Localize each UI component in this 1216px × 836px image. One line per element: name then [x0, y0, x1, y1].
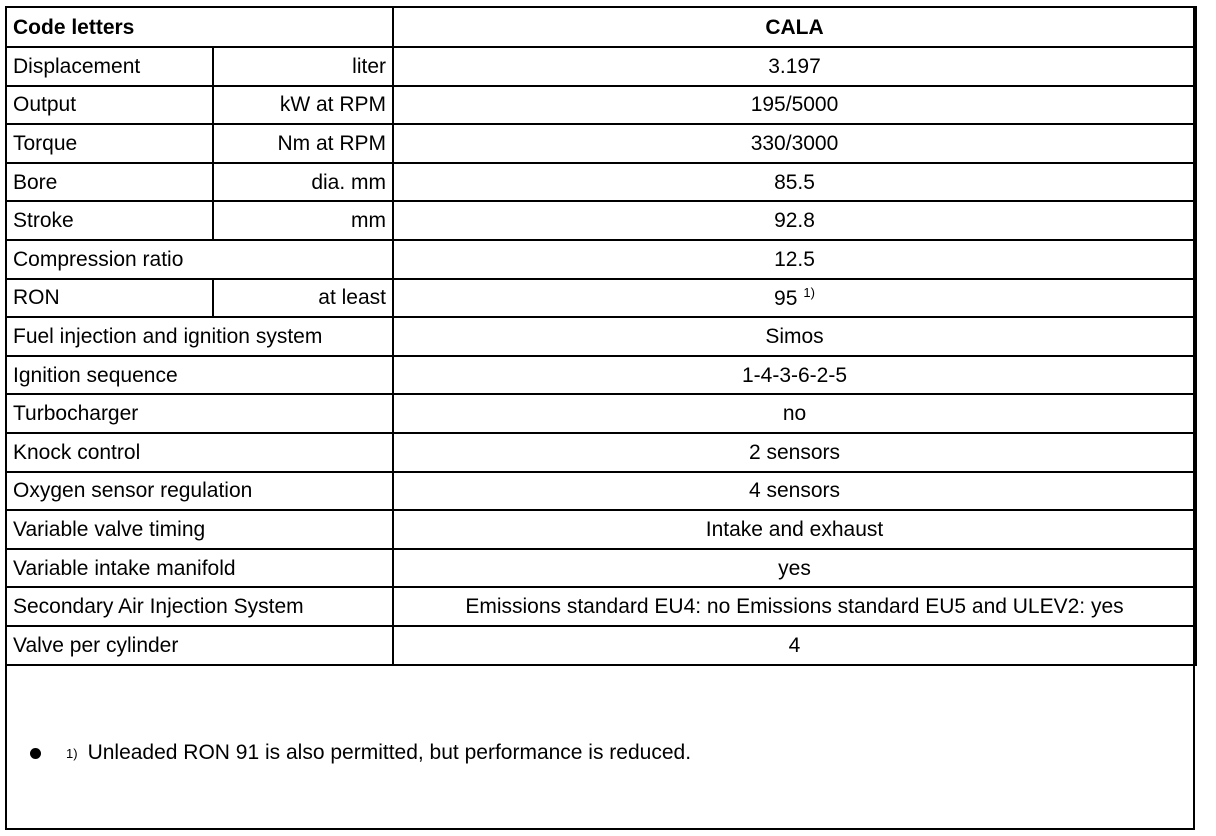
row-value: no	[393, 394, 1196, 433]
row-value: 4 sensors	[393, 472, 1196, 511]
row-label: Torque	[6, 124, 213, 163]
table-row	[6, 47, 1196, 86]
engine-spec-table	[5, 6, 1197, 666]
row-label: RON	[6, 279, 213, 318]
row-value: 330/3000	[393, 124, 1196, 163]
row-value: 12.5	[393, 240, 1196, 279]
row-unit: kW at RPM	[213, 86, 393, 125]
row-value: 4	[393, 626, 1196, 665]
row-label: Stroke	[6, 201, 213, 240]
row-label: Bore	[6, 163, 213, 202]
row-label: Output	[6, 86, 213, 125]
footnote-text: Unleaded RON 91 is also permitted, but performance is reduced.	[87, 741, 692, 764]
row-unit: liter	[213, 47, 393, 86]
row-value: Simos	[393, 317, 1196, 356]
header-value: CALA	[393, 7, 1196, 47]
row-label: Displacement	[6, 47, 213, 86]
row-label: Ignition sequence	[6, 356, 393, 395]
footnote	[30, 741, 691, 765]
table-row	[6, 394, 1196, 433]
table-header-row	[6, 7, 1196, 47]
row-label: Variable valve timing	[6, 510, 393, 549]
row-unit: dia. mm	[213, 163, 393, 202]
table-row	[6, 124, 1196, 163]
table-row	[6, 240, 1196, 279]
row-value: yes	[393, 549, 1196, 588]
row-value-with-footnote	[393, 279, 1196, 318]
row-label: Turbocharger	[6, 394, 393, 433]
row-value: Emissions standard EU4: no Emissions standard EU5 and ULEV2: yes	[393, 587, 1196, 626]
row-value: 1-4-3-6-2-5	[393, 356, 1196, 395]
row-unit: Nm at RPM	[213, 124, 393, 163]
table-row	[6, 279, 1196, 318]
table-row	[6, 433, 1196, 472]
row-value: 85.5	[393, 163, 1196, 202]
table-row	[6, 587, 1196, 626]
table-row	[6, 549, 1196, 588]
row-label: Knock control	[6, 433, 393, 472]
row-value: 3.197	[393, 47, 1196, 86]
row-value: 2 sensors	[393, 433, 1196, 472]
row-label: Oxygen sensor regulation	[6, 472, 393, 511]
table-row	[6, 472, 1196, 511]
row-unit: at least	[213, 279, 393, 318]
row-unit: mm	[213, 201, 393, 240]
table-row	[6, 626, 1196, 665]
table-row	[6, 163, 1196, 202]
table-row	[6, 201, 1196, 240]
row-label: Fuel injection and ignition system	[6, 317, 393, 356]
row-label: Compression ratio	[6, 240, 393, 279]
table-row	[6, 510, 1196, 549]
footnote-ref: 1)	[803, 285, 815, 301]
row-value: 92.8	[393, 201, 1196, 240]
row-label: Valve per cylinder	[6, 626, 393, 665]
footnote-marker: 1)	[66, 745, 78, 761]
row-label: Secondary Air Injection System	[6, 587, 393, 626]
row-label: Variable intake manifold	[6, 549, 393, 588]
bullet-icon	[30, 748, 41, 759]
row-value: 95	[774, 287, 798, 311]
table-row	[6, 356, 1196, 395]
table-row	[6, 86, 1196, 125]
table-row	[6, 317, 1196, 356]
row-value: 195/5000	[393, 86, 1196, 125]
row-value: Intake and exhaust	[393, 510, 1196, 549]
header-label: Code letters	[6, 7, 393, 47]
